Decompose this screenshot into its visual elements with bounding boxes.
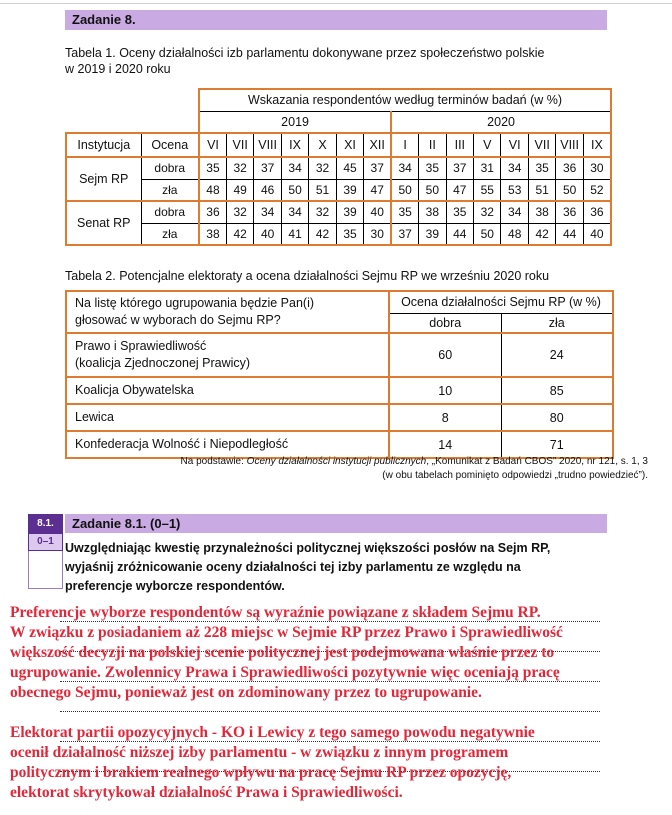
month-header: III bbox=[446, 133, 473, 157]
dobra-value-cell: 10 bbox=[389, 377, 501, 404]
answer-line: większość decyzji na polskiej scenie politycznej jest podejmowana właśnie przez to bbox=[10, 644, 555, 661]
table1-blank-corner bbox=[66, 89, 199, 111]
table1-caption-line2: w 2019 i 2020 roku bbox=[65, 62, 171, 76]
table2-row bbox=[66, 377, 613, 404]
month-header: VI bbox=[501, 133, 528, 157]
task-8-1-margin-number: 8.1. bbox=[28, 514, 63, 533]
table1-row bbox=[66, 179, 611, 201]
month-header: I bbox=[391, 133, 418, 157]
rating-value-cell: 52 bbox=[583, 179, 611, 201]
rating-value-cell: 41 bbox=[281, 223, 308, 245]
rating-value-cell: 50 bbox=[556, 179, 583, 201]
rating-label-cell: dobra bbox=[141, 157, 199, 179]
table2-row bbox=[66, 333, 613, 377]
rating-value-cell: 32 bbox=[309, 157, 336, 179]
rating-value-cell: 37 bbox=[446, 157, 473, 179]
rating-value-cell: 32 bbox=[309, 201, 336, 223]
source-line1: Na podstawie: Oceny działalności instytucji publicznych, „Komunikat z Badań CBOS” 2020, nr 121, s. 1, 3 bbox=[180, 456, 648, 467]
month-header: VIII bbox=[556, 133, 583, 157]
month-header: IX bbox=[281, 133, 308, 157]
table2-rating-header: Ocena działalności Sejmu RP (w %) bbox=[389, 291, 613, 313]
rating-value-cell: 49 bbox=[226, 179, 253, 201]
month-header: IX bbox=[583, 133, 611, 157]
task-8-header-bar: Zadanie 8. bbox=[65, 10, 607, 30]
rating-value-cell: 37 bbox=[254, 157, 281, 179]
answer-line: ugrupowanie. Zwolennicy Prawa i Sprawiedliwości pozytywnie więc oceniają pracę bbox=[10, 664, 560, 681]
rating-value-cell: 40 bbox=[583, 223, 611, 245]
institution-cell: Sejm RP bbox=[66, 157, 141, 201]
table1-span-header: Wskazania respondentów według terminów badań (w %) bbox=[199, 89, 611, 111]
rating-value-cell: 34 bbox=[254, 201, 281, 223]
rating-value-cell: 39 bbox=[419, 223, 446, 245]
table2-electorates bbox=[65, 290, 614, 459]
table2-subheader-dobra: dobra bbox=[389, 313, 501, 333]
rating-value-cell: 37 bbox=[364, 157, 391, 179]
rating-value-cell: 48 bbox=[199, 179, 226, 201]
dobra-value-cell: 14 bbox=[389, 431, 501, 458]
table2-question-header: Na listę którego ugrupowania będzie Pan(i) głosować w wyborach do Sejmu RP? bbox=[66, 291, 389, 333]
source-line2: (w obu tabelach pominięto odpowiedzi „trudno powiedzieć”). bbox=[382, 470, 648, 481]
rating-value-cell: 47 bbox=[446, 179, 473, 201]
rating-value-cell: 50 bbox=[281, 179, 308, 201]
rating-value-cell: 53 bbox=[501, 179, 528, 201]
rating-value-cell: 34 bbox=[281, 201, 308, 223]
rating-value-cell: 46 bbox=[254, 179, 281, 201]
table1-ratings bbox=[65, 88, 612, 246]
party-name-cell bbox=[66, 431, 389, 458]
party-name-cell bbox=[66, 404, 389, 431]
rating-value-cell: 40 bbox=[364, 201, 391, 223]
party-name-cell bbox=[66, 377, 389, 404]
answer-line: politycznym i brakiem realnego wpływu na pracę Sejmu RP przez opozycję, bbox=[10, 764, 512, 781]
party-name-line: Prawo i Sprawiedliwość bbox=[75, 339, 207, 353]
table1-row bbox=[66, 201, 611, 223]
year-group-header: 2019 bbox=[199, 111, 391, 133]
student-answer-text bbox=[10, 603, 670, 803]
rating-value-cell: 51 bbox=[528, 179, 555, 201]
rating-value-cell: 35 bbox=[336, 223, 363, 245]
rating-value-cell: 39 bbox=[336, 201, 363, 223]
rating-value-cell: 34 bbox=[501, 157, 528, 179]
rating-value-cell: 38 bbox=[419, 201, 446, 223]
rating-value-cell: 47 bbox=[364, 179, 391, 201]
rating-value-cell: 35 bbox=[391, 201, 418, 223]
rating-value-cell: 40 bbox=[254, 223, 281, 245]
month-header: XI bbox=[336, 133, 363, 157]
answer-line: obecnego Sejmu, ponieważ jest on zdominowany przez to ugrupowanie. bbox=[10, 684, 482, 701]
rating-value-cell: 38 bbox=[528, 201, 555, 223]
zla-value-cell: 24 bbox=[501, 333, 613, 377]
rating-value-cell: 36 bbox=[556, 157, 583, 179]
rating-value-cell: 36 bbox=[199, 201, 226, 223]
task-8-1-instruction: Uwzględniając kwestię przynależności politycznej większości posłów na Sejm RP, wyjaśnij zróżnicowanie oceny działalności tej izby parlamentu ze względu na preferencje wyborcze respondentów. bbox=[65, 541, 551, 593]
rating-value-cell: 45 bbox=[336, 157, 363, 179]
table2-subheader-zla: zła bbox=[501, 313, 613, 333]
month-header: VIII bbox=[254, 133, 281, 157]
month-header: II bbox=[419, 133, 446, 157]
rating-value-cell: 44 bbox=[446, 223, 473, 245]
rating-value-cell: 34 bbox=[281, 157, 308, 179]
month-header: VI bbox=[199, 133, 226, 157]
source-citation bbox=[65, 455, 648, 483]
rating-value-cell: 50 bbox=[474, 223, 501, 245]
answer-paragraph bbox=[10, 723, 670, 803]
rating-value-cell: 55 bbox=[474, 179, 501, 201]
dobra-value-cell: 60 bbox=[389, 333, 501, 377]
party-name-line: (koalicja Zjednoczonej Prawicy) bbox=[75, 356, 251, 370]
month-header: VII bbox=[226, 133, 253, 157]
answer-line: Preferencje wyborze respondentów są wyraźnie powiązane z składem Sejmu RP. bbox=[10, 604, 541, 621]
table1-row bbox=[66, 157, 611, 179]
table2-caption: Tabela 2. Potencjalne elektoraty a ocena działalności Sejmu RP we wrześniu 2020 roku bbox=[65, 269, 550, 283]
rating-value-cell: 36 bbox=[556, 201, 583, 223]
answer-line: ocenił działalność niższej izby parlamentu - w związku z innym programem bbox=[10, 744, 509, 761]
rating-value-cell: 32 bbox=[226, 201, 253, 223]
page-top-divider bbox=[0, 3, 672, 4]
party-name-line: Lewica bbox=[75, 410, 114, 424]
rating-label-cell: zła bbox=[141, 179, 199, 201]
rating-value-cell: 34 bbox=[501, 201, 528, 223]
rating-value-cell: 50 bbox=[419, 179, 446, 201]
rating-value-cell: 36 bbox=[583, 201, 611, 223]
rating-value-cell: 42 bbox=[309, 223, 336, 245]
table1-blank-corner bbox=[66, 111, 199, 133]
rating-value-cell: 31 bbox=[474, 157, 501, 179]
party-name-cell bbox=[66, 333, 389, 377]
rating-value-cell: 35 bbox=[528, 157, 555, 179]
rating-label-cell: dobra bbox=[141, 201, 199, 223]
party-name-line: Konfederacja Wolność i Niepodległość bbox=[75, 437, 289, 451]
zla-value-cell: 71 bbox=[501, 431, 613, 458]
table1-row bbox=[66, 223, 611, 245]
rating-value-cell: 51 bbox=[309, 179, 336, 201]
task-8-1-points-badge: 0–1 bbox=[28, 533, 63, 551]
rating-value-cell: 35 bbox=[199, 157, 226, 179]
zla-value-cell: 85 bbox=[501, 377, 613, 404]
task-8-1-header-bar: Zadanie 8.1. (0–1) bbox=[65, 514, 607, 533]
table1-caption-line1: Tabela 1. Oceny działalności izb parlamentu dokonywane przez społeczeństwo polskie bbox=[65, 46, 545, 60]
dobra-value-cell: 8 bbox=[389, 404, 501, 431]
rating-value-cell: 42 bbox=[226, 223, 253, 245]
table1-col-rating: Ocena bbox=[141, 133, 199, 157]
zla-value-cell: 80 bbox=[501, 404, 613, 431]
rating-value-cell: 48 bbox=[501, 223, 528, 245]
month-header: XII bbox=[364, 133, 391, 157]
table1-col-institution: Instytucja bbox=[66, 133, 141, 157]
rating-value-cell: 34 bbox=[391, 157, 418, 179]
month-header: V bbox=[474, 133, 501, 157]
table2-row bbox=[66, 404, 613, 431]
rating-value-cell: 50 bbox=[391, 179, 418, 201]
rating-value-cell: 30 bbox=[364, 223, 391, 245]
rating-value-cell: 32 bbox=[474, 201, 501, 223]
task-8-1-score-box bbox=[28, 551, 63, 589]
answer-line: W związku z posiadaniem aż 228 miejsc w Sejmie RP przez Prawo i Sprawiedliwość bbox=[10, 624, 563, 641]
rating-value-cell: 35 bbox=[419, 157, 446, 179]
rating-value-cell: 35 bbox=[446, 201, 473, 223]
party-name-line: Koalicja Obywatelska bbox=[75, 383, 194, 397]
table1-caption bbox=[65, 45, 625, 77]
rating-value-cell: 39 bbox=[336, 179, 363, 201]
answer-line: Elektorat partii opozycyjnych - KO i Lewicy z tego samego powodu negatywnie bbox=[10, 724, 535, 741]
institution-cell: Senat RP bbox=[66, 201, 141, 245]
month-header: X bbox=[309, 133, 336, 157]
rating-value-cell: 32 bbox=[226, 157, 253, 179]
rating-value-cell: 37 bbox=[391, 223, 418, 245]
rating-value-cell: 44 bbox=[556, 223, 583, 245]
rating-value-cell: 38 bbox=[199, 223, 226, 245]
rating-value-cell: 30 bbox=[583, 157, 611, 179]
answer-paragraph bbox=[10, 603, 670, 703]
answer-line: elektorat skrytykował działalność Prawa i Sprawiedliwości. bbox=[10, 784, 403, 801]
month-header: VII bbox=[528, 133, 555, 157]
table2-row bbox=[66, 431, 613, 458]
year-group-header: 2020 bbox=[391, 111, 611, 133]
rating-label-cell: zła bbox=[141, 223, 199, 245]
rating-value-cell: 42 bbox=[528, 223, 555, 245]
